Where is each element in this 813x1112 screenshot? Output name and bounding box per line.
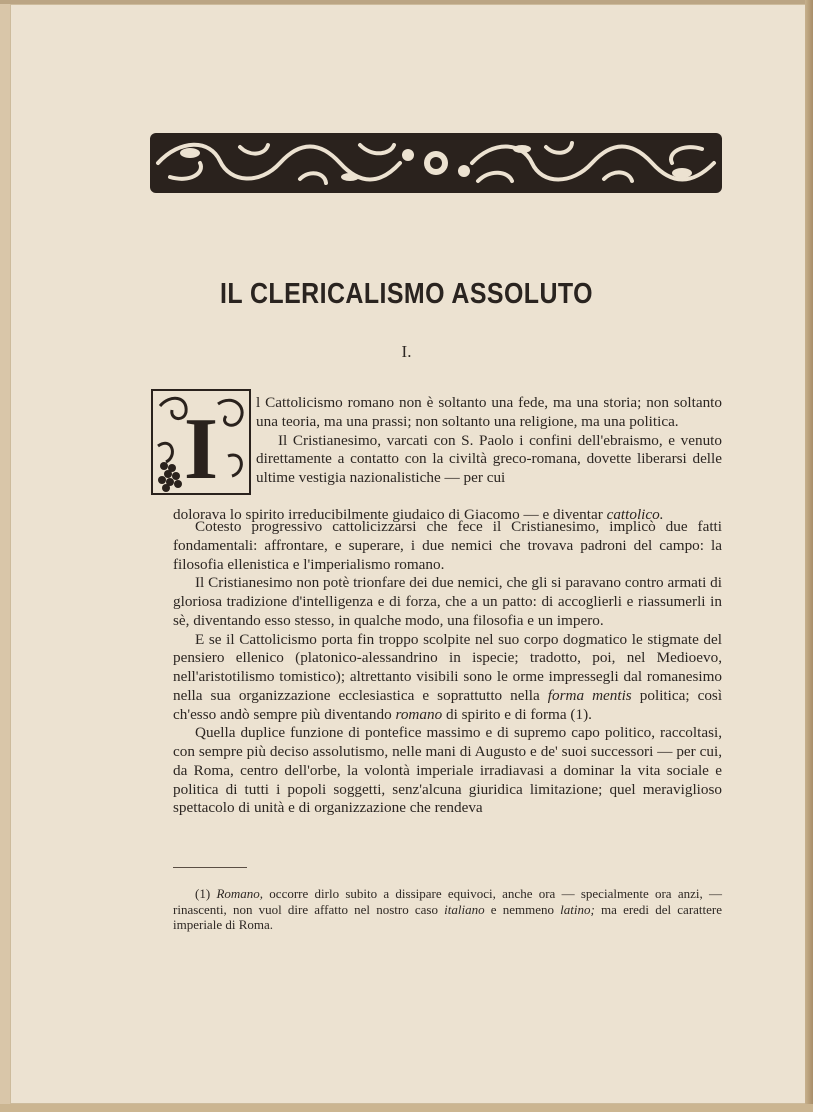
body-text <box>173 518 722 818</box>
opening-continuation: Il Cristianesimo, varcati con S. Paolo i confini dell'ebraismo, e venuto direttamente a contatto con la civiltà greco-romana, dovette liberarsi delle ultime vestigia nazionalistiche — per cui <box>256 431 722 486</box>
paragraph-4: E se il Cattolicismo porta fin troppo scolpite nel suo corpo dogmatico le stigmate del pensiero ellenico (platonico-alessandrino in ispecie; tradotto, poi, nel Medioevo, nell'aristotilismo tomistico); altrettanto visibili sono le orme impressegli dal romanesimo nella sua organizzazione ecclesiastica e soprattutto nella forma mentis politica; così ch'esso andò sempre più diventando romano di spirito e di forma (1). <box>173 630 723 723</box>
decorative-vine-ornament <box>150 133 722 193</box>
paragraph-2: Cotesto progressivo cattolicizzarsi che fece il Cristianesimo, implicò due fatti fondamentali: affrontare, e superare, i due nemici che trovava padroni del campo: la filosofia ellenistica e l'imperialismo romano. <box>173 518 722 573</box>
italic-romano: romano <box>395 705 443 723</box>
book-spine-edge <box>805 0 813 1112</box>
opening-paragraph-tail: dolorava lo spirito irreducibilmente giudaico di Giacomo — e diventar cattolico. <box>173 506 664 523</box>
footnote-separator <box>173 867 247 868</box>
page-bottom-edge <box>0 1104 813 1112</box>
illuminated-drop-cap <box>148 386 254 498</box>
italic-forma-mentis: forma mentis <box>547 686 632 704</box>
section-number: I. <box>401 342 412 361</box>
paragraph-3: Il Cristianesimo non potè trionfare dei due nemici, che gli si paravano contro armati di gloriosa tradizione d'intelligenza e di forza, che a un patto: di accoglierli e riassumerli in sè, diventando esso stesso, in qualche modo, una filosofia e un impero. <box>173 574 722 629</box>
italic-cattolico: cattolico. <box>606 506 664 523</box>
footnote-marker: (1) <box>195 886 211 901</box>
opening-paragraph <box>256 394 722 488</box>
paragraph-5: Quella duplice funzione di pontefice massimo e di supremo capo politico, raccoltasi, con sempre più deciso assolutismo, nelle mani di Augusto e de' suoi successori — per cui, da Roma, centro dell'orbe, la volontà imperiale irradiavasi a dominar la vita sociale e politica di tutti i popoli soggetti, senz'alcuna giuridica limitazione; quel meraviglioso spettacolo di unità e di organizzazione che rendeva <box>173 724 722 817</box>
opening-sentence: l Cattolicismo romano non è soltanto una fede, ma una storia; non soltanto una teoria, ma una prassi; non soltanto una religione, ma una politica. <box>256 394 722 430</box>
chapter-title: IL CLERICALISMO ASSOLUTO <box>220 278 593 310</box>
drop-cap-letter: I <box>183 401 219 498</box>
footnote: (1) Romano, occorre dirlo subito a dissipare equivoci, anche ora — specialmente ora anzi, — rinascenti, non vuol dire affatto nel nostro caso italiano e nemmeno latino; ma eredi del carattere imperiale di Roma. <box>173 886 723 932</box>
